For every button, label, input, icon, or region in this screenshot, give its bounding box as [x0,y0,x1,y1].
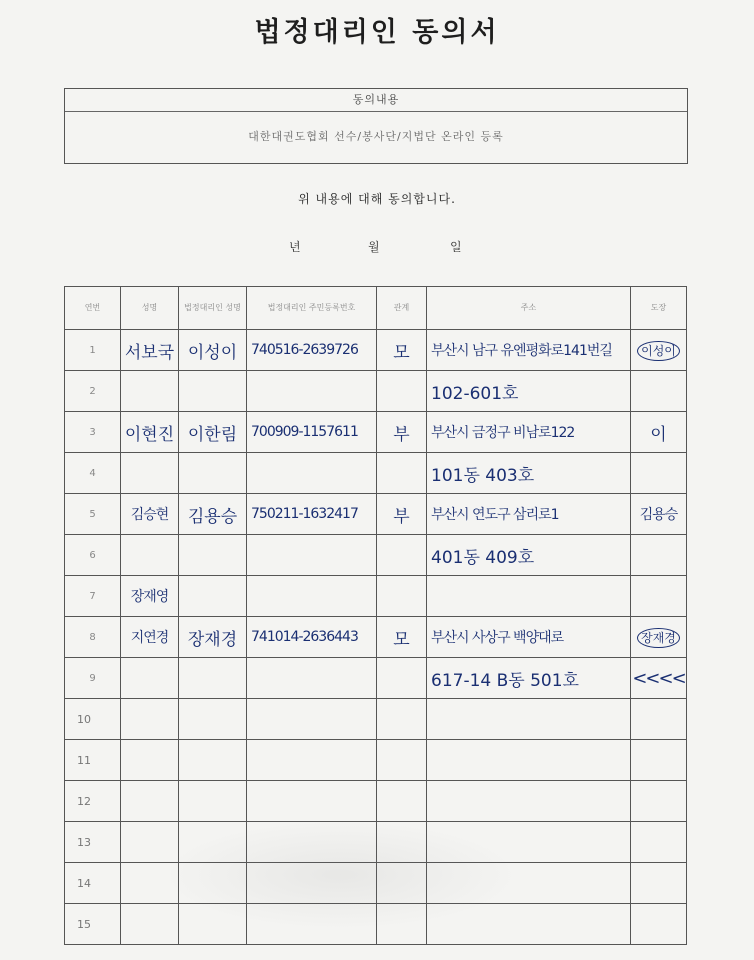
relation: 모 [377,330,427,371]
address: 101동 403호 [427,453,631,494]
guardian-rrn: 740516-2639726 [247,330,377,371]
address [427,904,631,945]
arrow-mark: <<<< [631,658,687,699]
table-row [65,412,687,453]
guardian-rrn [247,371,377,412]
relation [377,740,427,781]
seal-cell [631,822,687,863]
seal-cell [631,371,687,412]
address [427,576,631,617]
student-name: 이현진 [121,412,179,453]
relation: 모 [377,617,427,658]
student-name [121,658,179,699]
address: 부산시 연도구 삼리로1 [427,494,631,535]
seal-cell [631,453,687,494]
row-number: 8 [65,617,121,658]
guardian-rrn [247,822,377,863]
student-name [121,781,179,822]
address [427,781,631,822]
header-cell: 법정대리인 주민등록번호 [247,287,377,330]
guardian-name [179,904,247,945]
header-cell: 법정대리인 성명 [179,287,247,330]
address: 부산시 사상구 백양대로 [427,617,631,658]
consent-body: 대한대권도협회 선수/봉사단/지법단 온라인 등록 [248,130,504,143]
address [427,822,631,863]
date-month-label: 월 [368,240,380,254]
address: 617-14 B동 501호 [427,658,631,699]
page-title: 법정대리인 동의서 [254,17,500,48]
seal-cell [631,904,687,945]
header-cell: 관계 [377,287,427,330]
row-number: 11 [65,740,121,781]
seal-cell [631,535,687,576]
row-number: 10 [65,699,121,740]
seal-signature: 김용승 [631,494,687,535]
student-name: 서보국 [121,330,179,371]
guardian-rrn: 750211-1632417 [247,494,377,535]
row-number: 6 [65,535,121,576]
relation: 부 [377,412,427,453]
guardian-rrn [247,740,377,781]
guardian-name: 이성이 [179,330,247,371]
seal-signature: 이성이 [637,341,680,361]
date-day-label: 일 [450,240,462,254]
row-number: 7 [65,576,121,617]
table-row [65,658,687,699]
student-name [121,863,179,904]
guardian-name: 장재경 [179,617,247,658]
student-name: 장재영 [121,576,179,617]
table-row [65,822,687,863]
table-row [65,576,687,617]
relation [377,904,427,945]
guardian-rrn [247,699,377,740]
seal-cell [631,330,687,371]
student-name [121,904,179,945]
table-row [65,781,687,822]
seal-cell [631,740,687,781]
guardian-name [179,822,247,863]
guardian-name [179,699,247,740]
row-number: 15 [65,904,121,945]
table-row [65,699,687,740]
relation [377,453,427,494]
guardian-rrn [247,863,377,904]
guardian-rrn [247,453,377,494]
table-header-row [65,287,687,330]
seal-cell [631,576,687,617]
row-number: 4 [65,453,121,494]
guardian-name [179,658,247,699]
row-number: 9 [65,658,121,699]
table-row [65,494,687,535]
header-cell: 성명 [121,287,179,330]
address [427,740,631,781]
student-name [121,535,179,576]
agree-statement: 위 내용에 대해 동의합니다. [298,192,456,206]
table-row [65,535,687,576]
consent-box [64,88,688,164]
address: 부산시 남구 유엔평화로141번길 [427,330,631,371]
seal-cell [631,781,687,822]
guardian-rrn [247,658,377,699]
guardian-name [179,740,247,781]
consent-header: 동의내용 [65,89,687,112]
seal-signature: 장재경 [637,628,680,648]
header-cell: 주소 [427,287,631,330]
guardian-name [179,863,247,904]
row-number: 2 [65,371,121,412]
header-cell: 연번 [65,287,121,330]
student-name [121,822,179,863]
address: 부산시 금정구 비남로122 [427,412,631,453]
relation [377,371,427,412]
address: 401동 409호 [427,535,631,576]
header-cell: 도장 [631,287,687,330]
student-name [121,740,179,781]
table-row [65,371,687,412]
seal-cell [631,863,687,904]
student-name: 지연경 [121,617,179,658]
relation [377,658,427,699]
relation: 부 [377,494,427,535]
guardian-name: 김용승 [179,494,247,535]
seal-signature: 이 [631,412,687,453]
row-number: 5 [65,494,121,535]
table-row [65,863,687,904]
table-row [65,330,687,371]
student-name: 김승현 [121,494,179,535]
guardian-rrn [247,904,377,945]
seal-cell [631,617,687,658]
table-row [65,740,687,781]
date-year-label: 년 [289,240,301,254]
guardian-rrn [247,535,377,576]
guardian-name [179,535,247,576]
guardian-rrn: 741014-2636443 [247,617,377,658]
row-number: 14 [65,863,121,904]
guardian-name [179,371,247,412]
relation [377,535,427,576]
row-number: 3 [65,412,121,453]
relation [377,822,427,863]
guardian-table [64,286,687,945]
table-row [65,904,687,945]
guardian-name: 이한림 [179,412,247,453]
guardian-rrn [247,576,377,617]
address: 102-601호 [427,371,631,412]
row-number: 12 [65,781,121,822]
student-name [121,453,179,494]
seal-cell [631,699,687,740]
student-name [121,371,179,412]
student-name [121,699,179,740]
guardian-name [179,781,247,822]
address [427,699,631,740]
address [427,863,631,904]
guardian-rrn [247,781,377,822]
guardian-name [179,576,247,617]
row-number: 1 [65,330,121,371]
relation [377,863,427,904]
table-row [65,453,687,494]
relation [377,699,427,740]
table-row [65,617,687,658]
guardian-name [179,453,247,494]
row-number: 13 [65,822,121,863]
relation [377,781,427,822]
relation [377,576,427,617]
guardian-rrn: 700909-1157611 [247,412,377,453]
